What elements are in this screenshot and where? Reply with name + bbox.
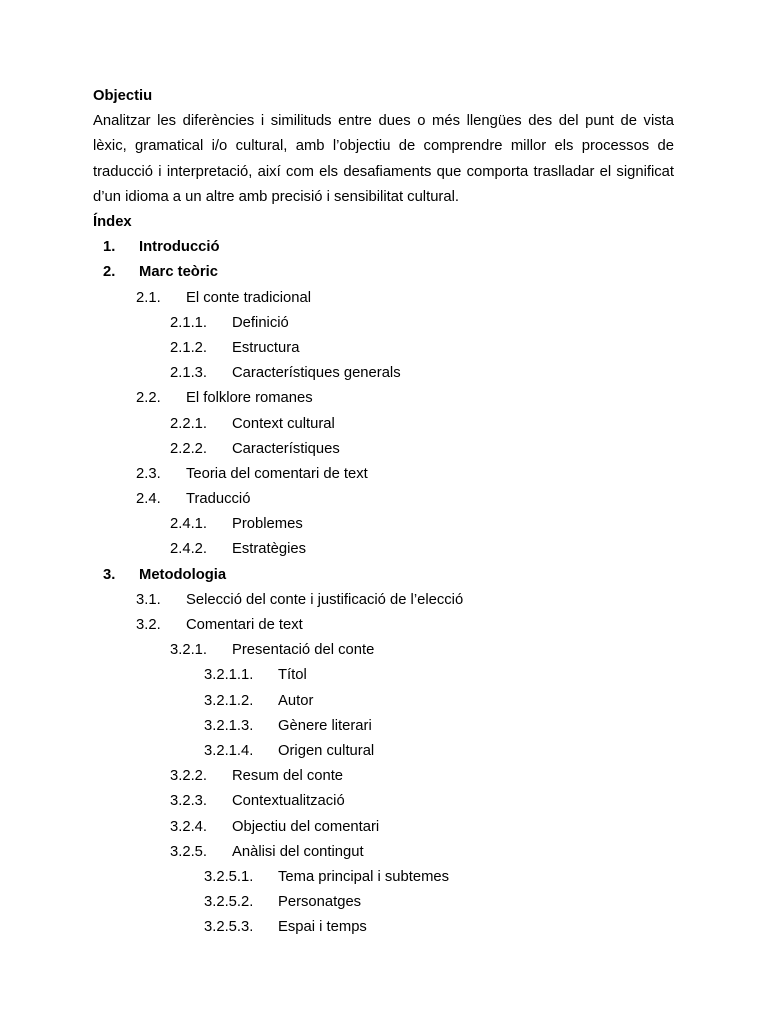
toc-entry [93,311,674,336]
toc-entry-number: 3.1. [136,591,161,608]
toc-entry-label: Personatges [278,894,362,911]
toc-entry-number: 3.2.1.3. [204,717,254,734]
toc-entry-label: Origen cultural [278,742,375,759]
toc-entry-number: 3.2.5.1. [204,868,254,885]
toc-entry-number: 2.2. [136,390,161,407]
toc-entry-label: Objectiu del comentari [232,818,380,835]
toc-entry-number: 2.2.2. [170,440,208,457]
toc-entry-label: Resum del conte [232,768,344,785]
toc-entry-number: 3.2. [136,617,161,633]
index-heading: Índex [93,214,132,230]
toc-entry [93,689,674,714]
toc-entry-label: Comentari de text [186,617,303,633]
toc-entry-label: Definició [232,314,289,331]
toc-entry-label: Problemes [232,516,303,533]
toc-entry-label: Autor [278,692,314,709]
toc-entry [93,412,674,437]
table-of-contents [93,235,674,940]
toc-entry [93,235,674,260]
toc-entry-number: 3.2.5.2. [204,894,254,911]
toc-entry-number: 2.4.1. [170,516,208,533]
toc-entry-number: 3.2.1. [170,642,208,659]
toc-entry-number: 3.2.2. [170,768,208,785]
toc-entry [93,764,674,789]
toc-entry-label: Introducció [139,239,220,256]
toc-entry-number: 2.4.2. [170,541,208,558]
toc-entry [93,260,674,285]
toc-entry-number: 2.3. [136,465,161,482]
toc-entry-label: Tema principal i subtemes [278,868,450,885]
toc-entry [93,336,674,361]
toc-entry-number: 3.2.1.2. [204,692,254,709]
toc-entry-number: 3.2.3. [170,793,208,810]
toc-entry-number: 3.2.5.3. [204,919,254,936]
toc-entry [93,789,674,814]
toc-entry [93,638,674,663]
toc-entry [93,437,674,462]
toc-entry-label: Anàlisi del contingut [232,843,364,860]
toc-entry-number: 2.4. [136,491,161,508]
toc-entry [93,865,674,890]
toc-entry-label: Traducció [186,491,251,508]
toc-entry-label: Selecció del conte i justificació de l’elecció [186,591,464,608]
toc-entry [93,714,674,739]
toc-entry-number: 2. [103,264,116,281]
toc-entry-number: 3. [103,566,116,583]
toc-entry-label: Presentació del conte [232,642,375,659]
toc-entry [93,840,674,865]
toc-entry-label: Gènere literari [278,717,372,734]
toc-entry-number: 2.1.1. [170,314,208,331]
objective-heading: Objectiu [93,88,153,104]
toc-entry-label: Marc teòric [139,264,218,281]
toc-entry [93,361,674,386]
toc-entry-number: 2.1. [136,289,161,306]
toc-entry [93,915,674,940]
toc-entry [93,613,674,638]
toc-entry-label: El folklore romanes [186,390,313,407]
toc-entry [93,537,674,562]
toc-entry [93,386,674,411]
toc-entry-label: Contextualització [232,793,345,810]
toc-entry-label: Teoria del comentari de text [186,465,368,482]
toc-entry-label: Estratègies [232,541,307,558]
toc-entry-number: 3.2.1.4. [204,742,254,759]
toc-entry [93,663,674,688]
toc-entry [93,286,674,311]
toc-entry-label: Característiques [232,440,340,457]
toc-entry-number: 2.2.1. [170,415,208,432]
toc-entry-label: Espai i temps [278,919,367,936]
document-page [93,84,674,940]
toc-entry [93,462,674,487]
toc-entry-label: Característiques generals [232,365,401,382]
toc-entry [93,512,674,537]
toc-entry-number: 1. [103,239,116,256]
toc-entry [93,890,674,915]
toc-entry [93,739,674,764]
toc-entry-number: 2.1.2. [170,339,208,356]
toc-entry-number: 2.1.3. [170,365,208,382]
toc-entry [93,815,674,840]
toc-entry-label: El conte tradicional [186,289,312,306]
toc-entry [93,588,674,613]
toc-entry-label: Títol [278,667,307,684]
objective-paragraph: Analitzar les diferències i similituds entre dues o més llengües des del punt de vista lèxic, gramatical i/o cultural, amb l’objectiu de comprendre millor els processos de traducció i interpretació, així com els desafiaments que comporta traslladar el significat d’un idioma a un altre amb precisió i sensibilitat cultural. [93,113,674,205]
toc-entry-number: 3.2.5. [170,843,208,860]
toc-entry-label: Metodologia [139,566,227,583]
toc-entry-number: 3.2.4. [170,818,208,835]
toc-entry-number: 3.2.1.1. [204,667,254,684]
toc-entry [93,563,674,588]
toc-entry [93,487,674,512]
toc-entry-label: Context cultural [232,415,335,432]
toc-entry-label: Estructura [232,339,300,356]
